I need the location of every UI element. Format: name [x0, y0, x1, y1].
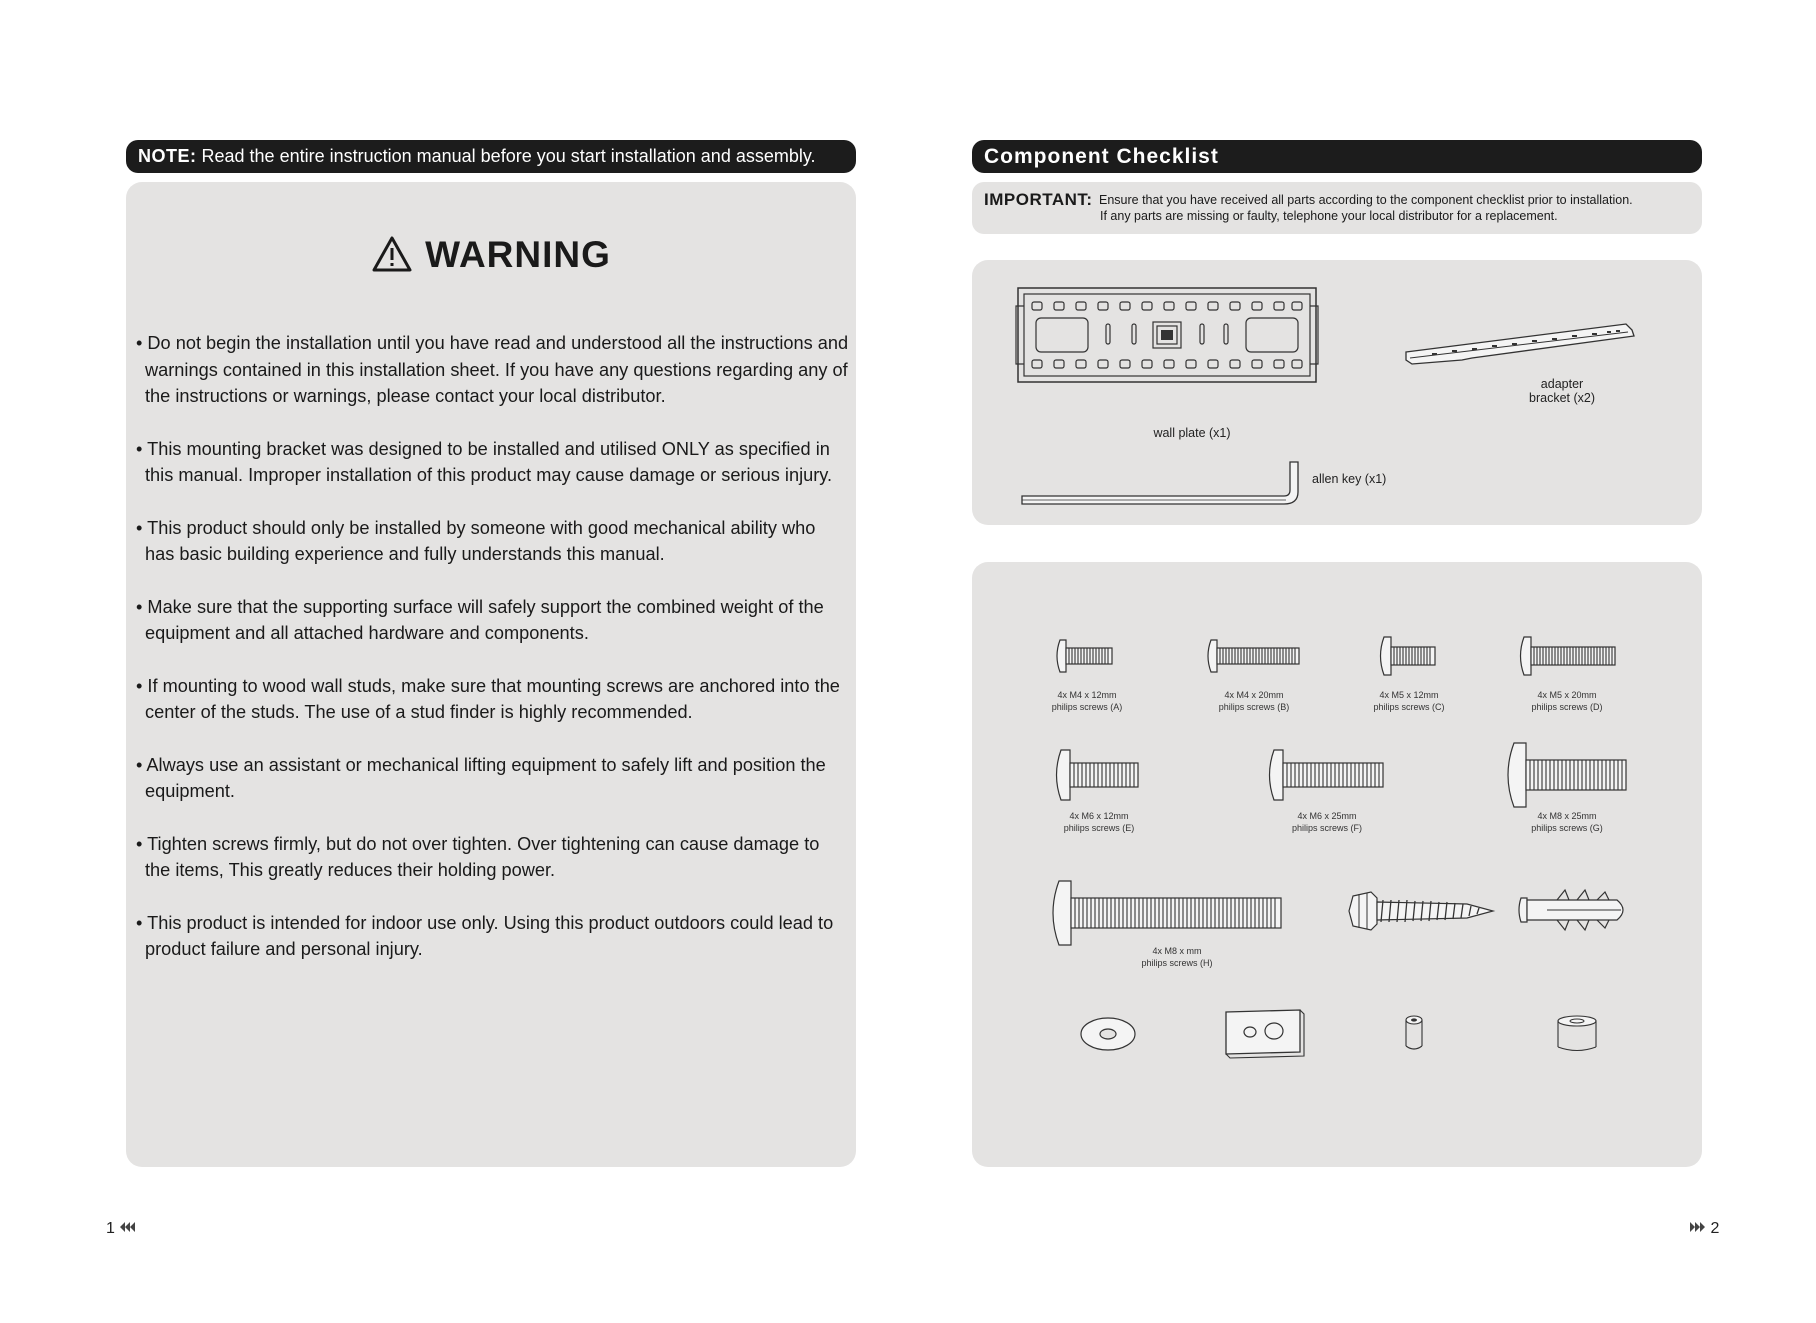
small-spacer-illustration [1402, 1014, 1426, 1052]
warning-item: • This mounting bracket was designed to be installed and utilised ONLY as specified in this manual. Improper installation of this product may cause damage or serious injury. [136, 438, 833, 485]
screw-b-illustration [1205, 636, 1305, 676]
lag-bolt-illustration [1347, 888, 1497, 934]
wall-plate-illustration [1012, 286, 1322, 386]
checklist-title: Component Checklist [984, 145, 1219, 168]
note-text: Read the entire instruction manual before you start installation and assembly. [201, 146, 816, 166]
screw-a-size: 4x M4 x 12mm [1057, 690, 1117, 700]
page-number-left [106, 1220, 137, 1238]
warning-item: • This product is intended for indoor use only. Using this product outdoors could lead to product failure and personal injury. [136, 912, 834, 959]
rewind-arrows-icon [119, 1221, 137, 1233]
screw-c-illustration [1377, 634, 1441, 678]
screw-h-label [1122, 945, 1232, 969]
screw-f-type: philips screws (F) [1291, 823, 1362, 833]
warning-title-text: WARNING [425, 234, 611, 275]
screw-h-size: 4x M8 x mm [1152, 946, 1202, 956]
warning-item: • This product should only be installed by someone with good mechanical ability who has basic building experience and fully understands this manual. [136, 517, 816, 564]
warning-item: • If mounting to wood wall studs, make sure that mounting screws are anchored into the center of the studs. The use of a stud finder is highly recommended. [136, 675, 840, 722]
spacer-plate-illustration [1220, 1006, 1306, 1062]
allen-key-illustration [1020, 458, 1300, 508]
adapter-bracket-label-line-1: adapter [1540, 377, 1584, 391]
large-spacer-illustration [1554, 1014, 1600, 1054]
screw-d-size: 4x M5 x 20mm [1537, 690, 1597, 700]
screw-d-illustration [1517, 634, 1621, 678]
important-text [1099, 193, 1633, 224]
important-line-2: If any parts are missing or faulty, telephone your local distributor for a replacement. [1100, 208, 1558, 223]
important-notice [972, 182, 1702, 234]
screw-e-label [1044, 810, 1154, 834]
screw-f-illustration [1265, 747, 1389, 803]
screw-b-size: 4x M4 x 20mm [1224, 690, 1284, 700]
washer-illustration [1078, 1014, 1138, 1054]
note-bar [126, 140, 856, 173]
screw-c-size: 4x M5 x 12mm [1379, 690, 1439, 700]
screws-panel [972, 562, 1702, 1167]
warning-item: • Make sure that the supporting surface will safely support the combined weight of the equipment and all attached hardware and components. [136, 596, 824, 643]
page-number-right-text: 2 [1710, 1220, 1720, 1237]
screw-g-illustration [1502, 740, 1632, 810]
page-number-right [1688, 1220, 1719, 1238]
screw-e-type: philips screws (E) [1063, 823, 1135, 833]
screw-c-type: philips screws (C) [1373, 702, 1445, 712]
important-label: IMPORTANT: [984, 190, 1093, 209]
screw-g-size: 4x M8 x 25mm [1537, 811, 1597, 821]
screw-d-type: philips screws (D) [1531, 702, 1603, 712]
warning-triangle-icon [371, 235, 413, 273]
adapter-bracket-illustration [1402, 320, 1642, 370]
screw-f-label [1272, 810, 1382, 834]
screw-e-size: 4x M6 x 12mm [1069, 811, 1129, 821]
screw-h-type: philips screws (H) [1141, 958, 1213, 968]
screw-b-type: philips screws (B) [1218, 702, 1290, 712]
screw-e-illustration [1052, 747, 1144, 803]
warning-list [134, 330, 849, 989]
warning-panel [126, 182, 856, 1167]
large-parts-panel [972, 260, 1702, 525]
note-label: NOTE: [138, 146, 197, 166]
screw-g-type: philips screws (G) [1531, 823, 1603, 833]
screw-a-illustration [1054, 636, 1114, 676]
wall-anchor-illustration [1517, 886, 1632, 934]
screw-h-illustration [1047, 878, 1287, 948]
adapter-bracket-label [1502, 377, 1622, 405]
warning-item: • Do not begin the installation until you have read and understood all the instructions and warnings contained in this installation sheet. If you have any questions regarding any of the instructions or warnings, please contact your local distributor. [136, 333, 849, 406]
screw-c-label [1354, 689, 1464, 713]
adapter-bracket-label-line-2: bracket (x2) [1529, 391, 1595, 405]
fast-forward-arrows-icon [1688, 1221, 1706, 1233]
allen-key-label: allen key (x1) [1312, 472, 1387, 486]
screw-a-label [1032, 689, 1142, 713]
checklist-title-bar [972, 140, 1702, 173]
screw-g-label [1512, 810, 1622, 834]
warning-heading [126, 234, 856, 276]
screw-f-size: 4x M6 x 25mm [1297, 811, 1357, 821]
page-number-left-text: 1 [106, 1220, 115, 1237]
screw-a-type: philips screws (A) [1051, 702, 1123, 712]
important-line-1: Ensure that you have received all parts according to the component checklist prior to installation. [1099, 193, 1633, 207]
screw-b-label [1199, 689, 1309, 713]
screw-d-label [1512, 689, 1622, 713]
warning-item: • Tighten screws firmly, but do not over tighten. Over tightening can cause damage to the items, This greatly reduces their holding power. [136, 833, 820, 880]
wall-plate-label: wall plate (x1) [1153, 426, 1231, 440]
warning-item: • Always use an assistant or mechanical lifting equipment to safely lift and position the equipment. [136, 754, 826, 801]
